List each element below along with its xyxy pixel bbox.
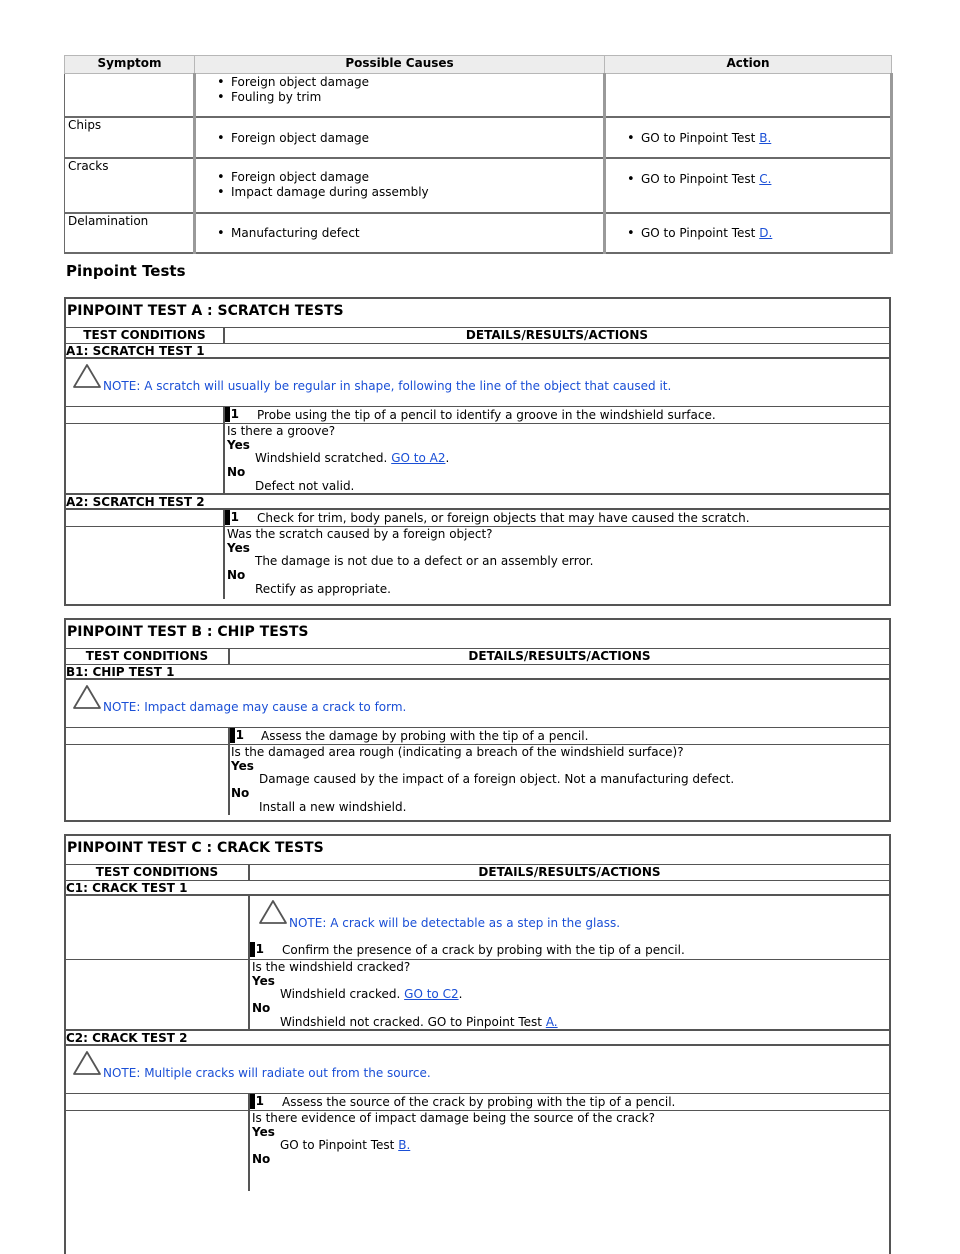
pinpoint-test-b-link[interactable]: B.: [759, 130, 772, 145]
list-item: [629, 131, 887, 146]
list-item: • Manufacturing defect: [219, 226, 600, 241]
section-heading: Pinpoint Tests: [66, 262, 186, 280]
column-headers: [66, 649, 889, 665]
yes-result: Windshield scratched. GO to A2.: [255, 451, 450, 466]
column-divider: [248, 1111, 250, 1191]
table-row: [65, 213, 892, 253]
warning-triangle-icon: [72, 363, 102, 389]
question-body: [252, 961, 558, 1030]
no-result: [252, 1016, 558, 1030]
step-heading: B1: CHIP TEST 1: [66, 665, 889, 680]
table-row: [65, 74, 892, 117]
symptom-cell: Cracks: [65, 158, 195, 213]
yes-text: GO to Pinpoint Test: [280, 1138, 395, 1153]
step-number: 1: [230, 728, 246, 743]
question-row: [66, 745, 889, 815]
yes-label: Yes: [227, 437, 250, 452]
note-row: [66, 680, 889, 728]
step-text: Confirm the presence of a crack by probing with the tip of a pencil.: [282, 943, 685, 957]
step-text: Probe using the tip of a pencil to identify a groove in the windshield surface.: [257, 408, 716, 422]
note-step-row: [66, 896, 889, 960]
no-label: No: [231, 786, 250, 801]
column-divider: [228, 745, 230, 815]
note-row: [66, 1046, 889, 1094]
step-number: 1: [250, 1094, 266, 1109]
list-item: [629, 172, 887, 187]
step-row: [66, 1094, 889, 1111]
action-cell: [605, 158, 892, 213]
question-row: [66, 424, 889, 495]
step-row: [66, 510, 889, 527]
question-body: [227, 425, 449, 494]
question-row: [66, 960, 889, 1031]
column-divider: [248, 960, 250, 1029]
go-to-c2-link[interactable]: GO to C2: [404, 987, 459, 1002]
question-body: [227, 528, 593, 597]
list-item: • Impact damage during assembly: [219, 185, 600, 200]
no-label: No: [227, 568, 246, 583]
question-text: Is the damaged area rough (indicating a breach of the windshield surface)?: [231, 745, 684, 759]
symptom-table-header: [65, 56, 892, 74]
note-text: NOTE: A crack will be detectable as a step in the glass.: [289, 916, 621, 930]
header-details: DETAILS/RESULTS/ACTIONS: [478, 865, 661, 879]
question-text: Was the scratch caused by a foreign object?: [227, 527, 493, 541]
yes-result: Windshield cracked. GO to C2.: [280, 987, 463, 1002]
warning-triangle-icon: [72, 1050, 102, 1076]
action-cell: [605, 213, 892, 253]
question-text: Is the windshield cracked?: [252, 960, 411, 974]
yes-label: Yes: [227, 540, 250, 555]
step-row: [66, 407, 889, 424]
list-item: • Foreign object damage: [219, 75, 600, 90]
note-text: NOTE: Impact damage may cause a crack to form.: [103, 700, 407, 714]
step-number: 1: [250, 942, 266, 957]
causes-cell: [195, 158, 605, 213]
header-details: DETAILS/RESULTS/ACTIONS: [468, 649, 651, 663]
header-possible-causes: Possible Causes: [195, 56, 605, 74]
question-body: [231, 746, 734, 815]
table-row: [65, 158, 892, 213]
warning-triangle-icon: [72, 684, 102, 710]
step-heading: A2: SCRATCH TEST 2: [66, 495, 889, 510]
no-label: No: [252, 1152, 271, 1167]
go-to-a2-link[interactable]: GO to A2: [391, 451, 446, 466]
step-text: Assess the damage by probing with the tip of a pencil.: [261, 729, 589, 743]
note-text: NOTE: Multiple cracks will radiate out from the source.: [103, 1066, 431, 1080]
yes-label: Yes: [231, 758, 254, 773]
question-text: Is there evidence of impact damage being the source of the crack?: [252, 1111, 655, 1125]
column-divider: [223, 424, 225, 493]
warning-triangle-icon: [258, 899, 288, 925]
yes-text: Windshield scratched.: [255, 451, 388, 466]
test-title: PINPOINT TEST B : CHIP TESTS: [66, 620, 889, 649]
symptom-table: [64, 55, 893, 254]
symptom-cell: Chips: [65, 117, 195, 158]
pinpoint-test-a: [64, 297, 891, 606]
note-row: [66, 359, 889, 407]
yes-result: Damage caused by the impact of a foreign object. Not a manufacturing defect.: [259, 772, 735, 787]
pinpoint-test-a-link[interactable]: A.: [545, 1014, 558, 1029]
list-item: • Fouling by trim: [219, 90, 600, 105]
header-details: DETAILS/RESULTS/ACTIONS: [465, 328, 649, 342]
yes-result: [252, 1139, 655, 1153]
pinpoint-test-c-link[interactable]: C.: [759, 171, 772, 186]
no-result: Rectify as appropriate.: [255, 581, 391, 596]
action-text: GO to Pinpoint Test: [641, 171, 756, 186]
action-text: GO to Pinpoint Test: [641, 130, 756, 145]
header-action: Action: [605, 56, 892, 74]
list-item: [629, 226, 887, 241]
list-item: • Foreign object damage: [219, 170, 600, 185]
action-cell: [605, 74, 892, 117]
causes-cell: [195, 74, 605, 117]
pinpoint-test-b-link[interactable]: B.: [398, 1138, 411, 1153]
no-result: Defect not valid.: [255, 478, 355, 493]
no-label: No: [252, 1001, 271, 1016]
action-cell: [605, 117, 892, 158]
causes-cell: [195, 213, 605, 253]
action-text: GO to Pinpoint Test: [641, 225, 756, 240]
test-title: PINPOINT TEST A : SCRATCH TESTS: [66, 299, 889, 328]
column-headers: [66, 865, 889, 881]
header-test-conditions: TEST CONDITIONS: [66, 328, 225, 343]
step-row: [66, 728, 889, 745]
test-title: PINPOINT TEST C : CRACK TESTS: [66, 836, 889, 865]
step-heading: A1: SCRATCH TEST 1: [66, 344, 889, 359]
yes-label: Yes: [252, 1124, 275, 1139]
step-heading: C1: CRACK TEST 1: [66, 881, 889, 896]
no-result: Install a new windshield.: [259, 799, 407, 814]
step-text: Assess the source of the crack by probing with the tip of a pencil.: [282, 1095, 676, 1109]
question-text: Is there a groove?: [227, 424, 336, 438]
header-test-conditions: TEST CONDITIONS: [66, 649, 230, 664]
step-number: 1: [225, 510, 241, 525]
symptom-cell: Delamination: [65, 213, 195, 253]
causes-cell: [195, 117, 605, 158]
header-test-conditions: TEST CONDITIONS: [66, 865, 250, 880]
step-heading: C2: CRACK TEST 2: [66, 1031, 889, 1046]
table-row: [65, 117, 892, 158]
pinpoint-test-d-link[interactable]: D.: [759, 225, 773, 240]
symptom-cell: [65, 74, 195, 117]
question-row: [66, 1111, 889, 1191]
header-symptom: Symptom: [65, 56, 195, 74]
question-row: [66, 527, 889, 599]
note-text: NOTE: A scratch will usually be regular in shape, following the line of the object that caused it.: [103, 379, 672, 393]
pinpoint-test-b: [64, 618, 891, 822]
yes-label: Yes: [252, 973, 275, 988]
column-divider: [223, 527, 225, 599]
pinpoint-test-c: [64, 834, 891, 1254]
no-text: Windshield not cracked. GO to Pinpoint Test: [280, 1014, 542, 1029]
yes-result: The damage is not due to a defect or an assembly error.: [255, 554, 594, 569]
step-text: Check for trim, body panels, or foreign objects that may have caused the scratch.: [257, 511, 750, 525]
list-item: • Foreign object damage: [219, 131, 600, 146]
step-number: 1: [225, 407, 241, 422]
yes-text: Windshield cracked.: [280, 987, 401, 1002]
no-label: No: [227, 465, 246, 480]
question-body: [252, 1112, 655, 1167]
column-headers: [66, 328, 889, 344]
